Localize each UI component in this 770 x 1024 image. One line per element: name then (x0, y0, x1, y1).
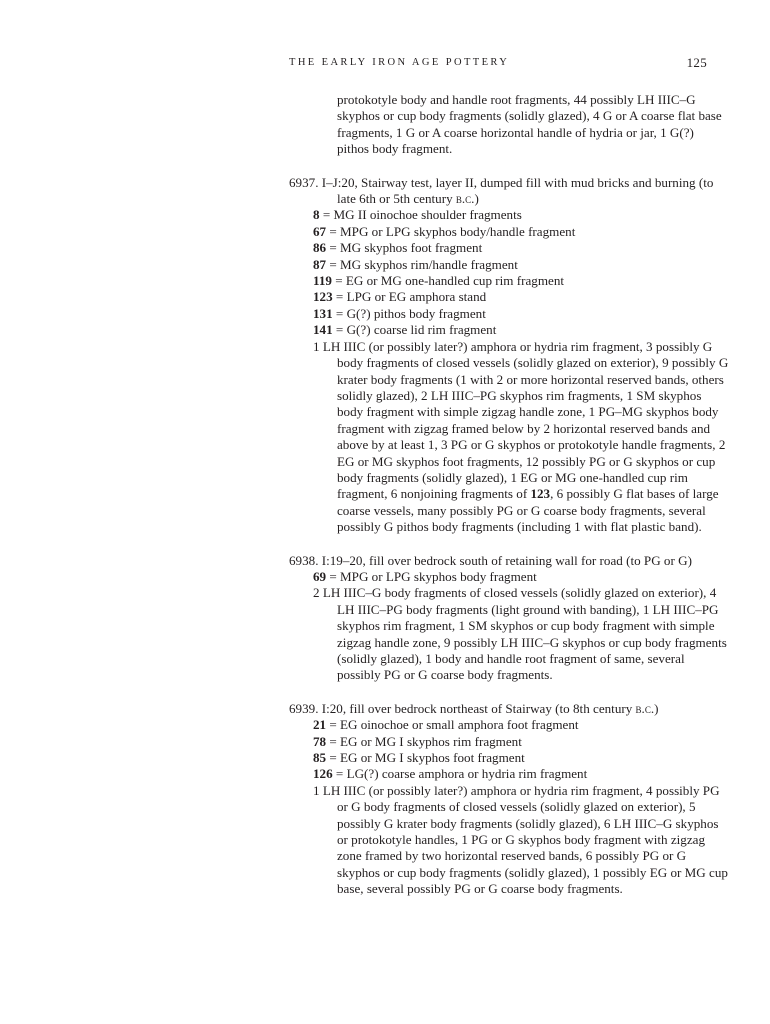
catalogue-number: 86 (313, 240, 327, 256)
list-item: 21 = EG oinochoe or small amphora foot fragment (313, 717, 579, 733)
page-body (289, 92, 729, 898)
entry-note: 1 LH IIIC (or possibly later?) amphora or hydria rim fragment, 4 possibly PG or G body fragments of closed vessels (solidly glazed on exterior), 5 possibly G krater body fragments (solidly glazed), 6 LH IIIC–G skyphos or protokotyle handles, 1 PG or G skyphos body fragment with zigzag zone framed by two horizontal reserved bands, 6 possibly PG or G skyphos or cup body fragments (solidly glazed), 1 possibly EG or MG cup base, several possibly PG or G coarse body fragments. (313, 782, 728, 897)
entry-location: I:20, fill over bedrock northeast of Stairway (to 8th century (321, 700, 636, 716)
running-head (289, 57, 709, 73)
running-title: THE EARLY IRON AGE POTTERY (289, 57, 510, 68)
list-item: 131 = G(?) pithos body fragment (313, 305, 486, 321)
catalogue-number: 87 (313, 256, 327, 272)
entry-location: I–J:20, Stairway test, layer II, dumped fill with mud bricks and burning (to late 6th or 5th century (321, 174, 714, 207)
catalogue-number: 78 (313, 733, 327, 749)
entry-number: 6938. (289, 552, 319, 568)
continued-paragraph: protokotyle body and handle root fragments, 44 possibly LH IIIC–G skyphos or cup body fragments (solidly glazed), 4 G or A coarse flat base fragments, 1 G or A coarse horizontal handle of hydria or jar, 1 G(?) pithos body fragment. (337, 92, 722, 157)
era-label: b.c. (455, 191, 475, 207)
era-label: b.c. (635, 700, 655, 716)
catalogue-number: 126 (313, 766, 333, 782)
entry-6939 (289, 701, 729, 898)
list-item: 67 = MPG or LPG skyphos body/handle fragment (313, 223, 576, 239)
catalogue-number: 123 (313, 289, 333, 305)
list-item: 87 = MG skyphos rim/handle fragment (313, 256, 518, 272)
catalogue-number: 131 (313, 305, 333, 321)
catalogue-number: 21 (313, 717, 327, 733)
list-item: 86 = MG skyphos foot fragment (313, 240, 483, 256)
entry-6937 (289, 175, 729, 536)
entry-heading: 6937. I–J:20, Stairway test, layer II, dumped fill with mud bricks and burning (to late 6th or 5th century b.c.) (289, 174, 714, 207)
entry-number: 6939. (289, 700, 319, 716)
list-item: 119 = EG or MG one-handled cup rim fragment (313, 273, 565, 289)
list-item: 85 = EG or MG I skyphos foot fragment (313, 750, 525, 766)
entry-number: 6937. (289, 174, 319, 190)
catalogue-number: 141 (313, 322, 333, 338)
entry-location: I:19–20, fill over bedrock south of retaining wall for road (to PG or G) (321, 552, 692, 568)
page-number: 125 (686, 55, 707, 70)
list-item: 78 = EG or MG I skyphos rim fragment (313, 733, 522, 749)
entry-heading: 6939. I:20, fill over bedrock northeast of Stairway (to 8th century b.c.) (289, 700, 659, 716)
catalogue-number: 123 (530, 486, 551, 502)
list-item: 126 = LG(?) coarse amphora or hydria rim fragment (313, 766, 588, 782)
catalogue-number: 8 (313, 207, 320, 223)
entry-note: 1 LH IIIC (or possibly later?) amphora or hydria rim fragment, 3 possibly G body fragments of closed vessels (solidly glazed on exterior), 9 possibly G krater body fragments (1 with 2 or more horizontal reserved bands, others solidly glazed), 2 LH IIIC–PG skyphos rim fragments, 1 SM skyphos body fragment with simple zigzag handle zone, 1 PG–MG skyphos body fragment with zigzag framed below by 2 horizontal reserved bands and above by at least 1, 3 PG or G skyphos or protokotyle handle fragments, 2 EG or MG skyphos foot fragments, 12 possibly PG or G skyphos or cup body fragments (solidly glazed), 1 EG or MG one-handled cup rim fragment, 6 nonjoining fragments of 123, 6 possibly G flat bases of large coarse vessels, many possibly PG or G coarse body fragments, several possibly G pithos body fragments (including 1 with flat plastic band). (313, 338, 729, 535)
catalogue-number: 69 (313, 568, 327, 584)
catalogue-number: 67 (313, 223, 327, 239)
catalogue-number: 119 (313, 273, 332, 289)
catalogue-number: 85 (313, 750, 327, 766)
entry-6938 (289, 553, 729, 684)
entry-note: 2 LH IIIC–G body fragments of closed vessels (solidly glazed on exterior), 4 LH IIIC–PG body fragments (light ground with banding), 1 LH IIIC–PG skyphos rim fragment, 1 SM skyphos or cup body fragment with simple zigzag handle zone, 9 possibly LH IIIC–G skyphos or cup body fragments (solidly glazed), 1 body and handle root fragment of same, several possibly PG or G coarse body fragments. (313, 585, 727, 683)
list-item: 69 = MPG or LPG skyphos body fragment (313, 568, 537, 584)
entry-heading (289, 553, 729, 569)
list-item: 123 = LPG or EG amphora stand (313, 289, 487, 305)
list-item: 8 = MG II oinochoe shoulder fragments (313, 207, 522, 223)
list-item: 141 = G(?) coarse lid rim fragment (313, 322, 497, 338)
